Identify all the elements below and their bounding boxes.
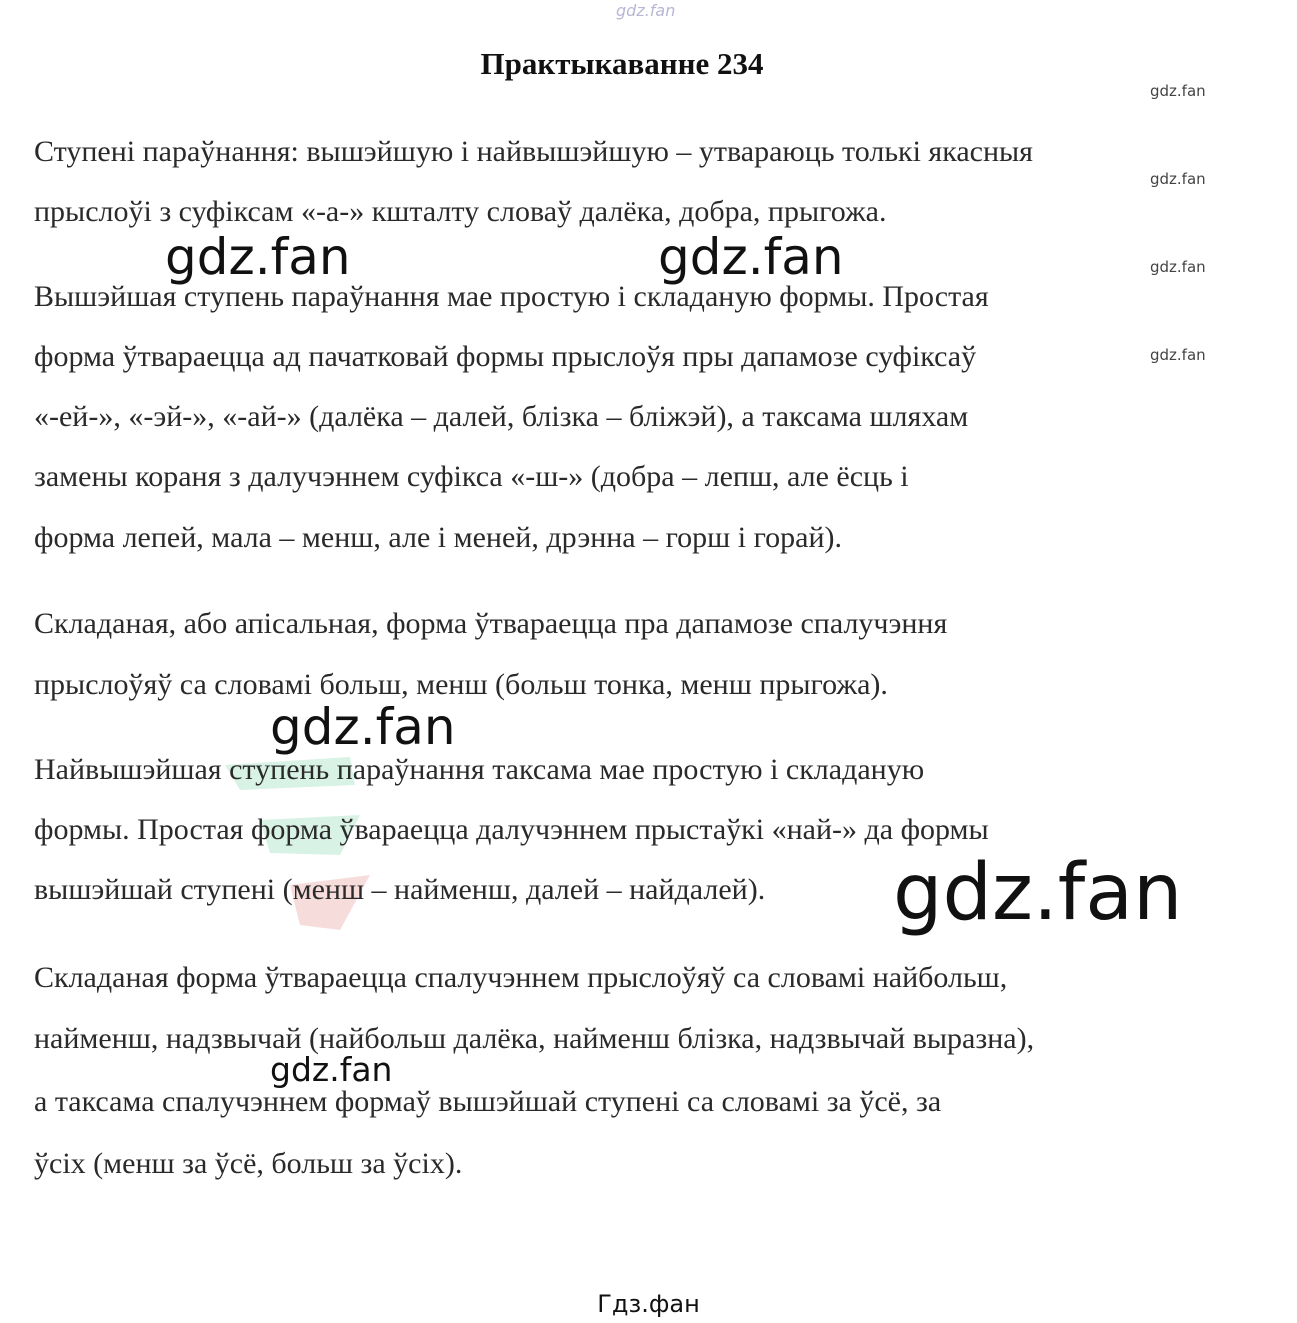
- watermark-mid: gdz.fan: [270, 1050, 393, 1089]
- watermark-side: gdz.fan: [1150, 346, 1206, 364]
- text-line: Ступені параўнання: вышэйшую і найвышэйшую – утвараюць толькі якасныя: [34, 135, 1033, 168]
- watermark-side: gdz.fan: [1150, 82, 1206, 100]
- text-line: прыслоўі з суфіксам «-а-» кшталту словаў далёка, добра, прыгожа.: [34, 195, 887, 228]
- text-line: форма ўтвараецца ад пачатковай формы прыслоўя пры дапамозе суфіксаў: [34, 340, 977, 373]
- watermark-big: gdz.fan: [165, 228, 351, 286]
- text-line: Складаная форма ўтвараецца спалучэннем прыслоўяў са словамі найбольш,: [34, 961, 1008, 994]
- text-line: Складаная, або апісальная, форма ўтвараецца пра дапамозе спалучэння: [34, 607, 948, 640]
- text-line: найменш, надзвычай (найбольш далёка, найменш блізка, надзвычай выразна),: [34, 1022, 1035, 1055]
- text-line: Найвышэйшая ступень параўнання таксама мае простую і складаную: [34, 753, 925, 786]
- watermark-top: gdz.fan: [616, 1, 676, 20]
- text-line: формы. Простая форма ўвараецца далучэннем прыстаўкі «най-» да формы: [34, 813, 989, 846]
- text-line: а таксама спалучэннем формаў вышэйшай ступені са словамі за ўсё, за: [34, 1085, 942, 1118]
- watermark-big: gdz.fan: [270, 698, 456, 756]
- page-title: Практыкаванне 234: [480, 46, 764, 81]
- text-line: ўсіх (менш за ўсё, больш за ўсіх).: [34, 1147, 463, 1180]
- watermark-side: gdz.fan: [1150, 258, 1206, 276]
- watermark-big: gdz.fan: [658, 228, 844, 286]
- text-line: замены кораня з далучэннем суфікса «-ш-» (добра – лепш, але ёсць і: [34, 460, 909, 493]
- text-line: «-ей-», «-эй-», «-ай-» (далёка – далей, блізка – бліжэй), а таксама шляхам: [34, 400, 969, 433]
- text-line: Вышэйшая ступень параўнання мае простую і складаную формы. Простая: [34, 280, 989, 313]
- watermark-side: gdz.fan: [1150, 170, 1206, 188]
- text-line: вышэйшай ступені (менш – найменш, далей – найдалей).: [34, 873, 766, 906]
- text-line: прыслоўяў са словамі больш, менш (больш тонка, менш прыгожа).: [34, 668, 888, 701]
- text-line: форма лепей, мала – менш, але і меней, дрэнна – горш і горай).: [34, 521, 843, 554]
- watermark-huge: gdz.fan: [893, 848, 1183, 938]
- footer-caption: Гдз.фан: [597, 1290, 700, 1318]
